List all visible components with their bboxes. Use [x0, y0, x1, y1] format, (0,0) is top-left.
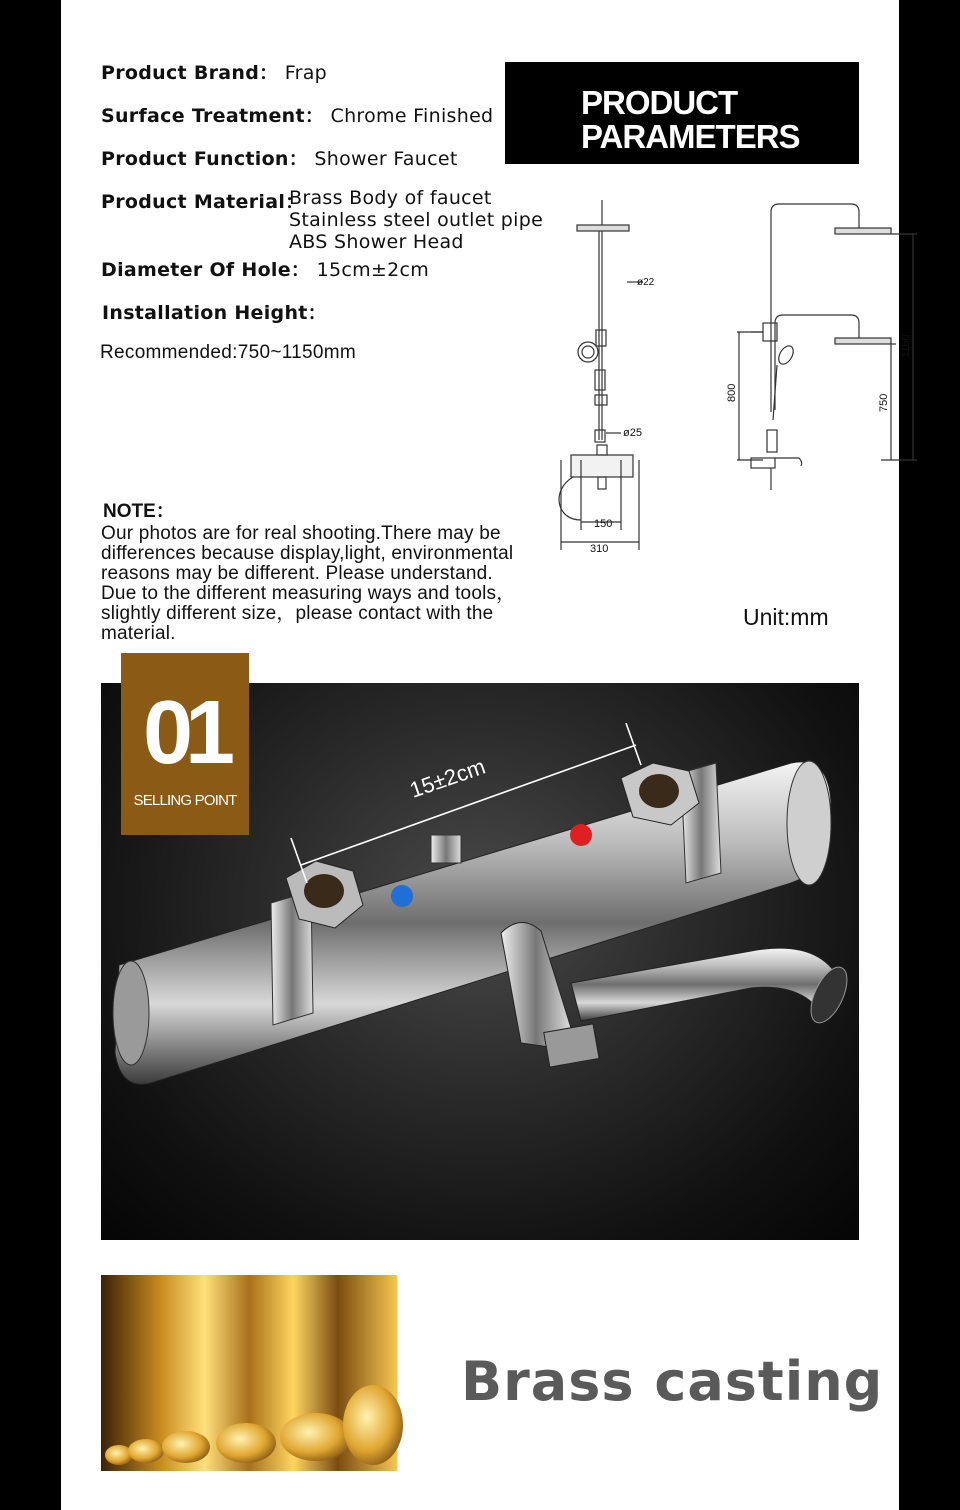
params-line-1: PRODUCT	[581, 84, 738, 121]
spec-material-value-3: ABS Shower Head	[289, 231, 464, 253]
unit-label: Unit:mm	[743, 604, 829, 630]
note-title: NOTE：	[103, 501, 175, 522]
shower-diagram	[551, 190, 912, 570]
spec-material-label: Product Material：	[101, 191, 305, 213]
hole-distance-label: 15±2cm	[406, 753, 489, 803]
dim-800-label: 800	[726, 383, 738, 402]
note-line: Due to the different measuring ways and tools，	[101, 583, 516, 604]
spec-material-value-1: Brass Body of faucet	[289, 187, 492, 209]
spec-height-value: Recommended:750~1150mm	[100, 342, 357, 363]
note-line: slightly different size，please contact with the	[101, 603, 494, 624]
spec-hole-value: 15cm±2cm	[316, 259, 430, 281]
hot-indicator	[570, 824, 592, 846]
spec-function-label: Product Function：	[101, 148, 309, 170]
dim-150-label: 150	[594, 518, 613, 530]
dim-1150-label: 1150	[900, 334, 912, 358]
product-parameters-box	[505, 62, 859, 164]
dim-25-label: ø25	[623, 427, 642, 439]
note-line: material.	[101, 623, 176, 644]
spec-brand	[101, 58, 327, 85]
dim-310-label: 310	[590, 543, 609, 555]
product-page	[61, 0, 912, 1510]
spec-hole-label: Diameter Of Hole：	[101, 259, 311, 281]
note-body	[101, 524, 581, 644]
selling-point-badge	[121, 653, 249, 835]
spec-height-label: Installation Height：	[102, 302, 327, 324]
brass-rods-image	[101, 1275, 397, 1471]
spec-surface	[101, 101, 493, 128]
spec-height	[102, 298, 327, 325]
spec-material-value-2: Stainless steel outlet pipe	[289, 209, 544, 231]
brass-rods-illustration	[101, 1275, 397, 1471]
selling-point-label: SELLING POINT	[133, 792, 237, 809]
note-line: differences because display,light, environmental	[101, 543, 514, 564]
spec-surface-value: Chrome Finished	[330, 105, 494, 127]
spec-brand-label: Product Brand：	[101, 62, 279, 84]
note-line: Our photos are for real shooting.There may be	[101, 523, 501, 544]
brass-casting-title: Brass casting	[461, 1350, 884, 1413]
spec-hole	[101, 255, 429, 282]
spec-material	[101, 187, 304, 214]
spec-surface-label: Surface Treatment：	[101, 105, 325, 127]
spec-function	[101, 144, 458, 171]
cold-indicator	[391, 885, 413, 907]
spec-function-value: Shower Faucet	[314, 148, 458, 170]
note-line: reasons may be different. Please understand.	[101, 563, 493, 584]
dim-22-label: ø22	[637, 277, 655, 288]
selling-point-number: 01	[142, 683, 228, 783]
spec-brand-value: Frap	[284, 62, 328, 84]
params-line-2: PARAMETERS	[581, 118, 800, 155]
dim-750-label: 750	[878, 393, 890, 412]
